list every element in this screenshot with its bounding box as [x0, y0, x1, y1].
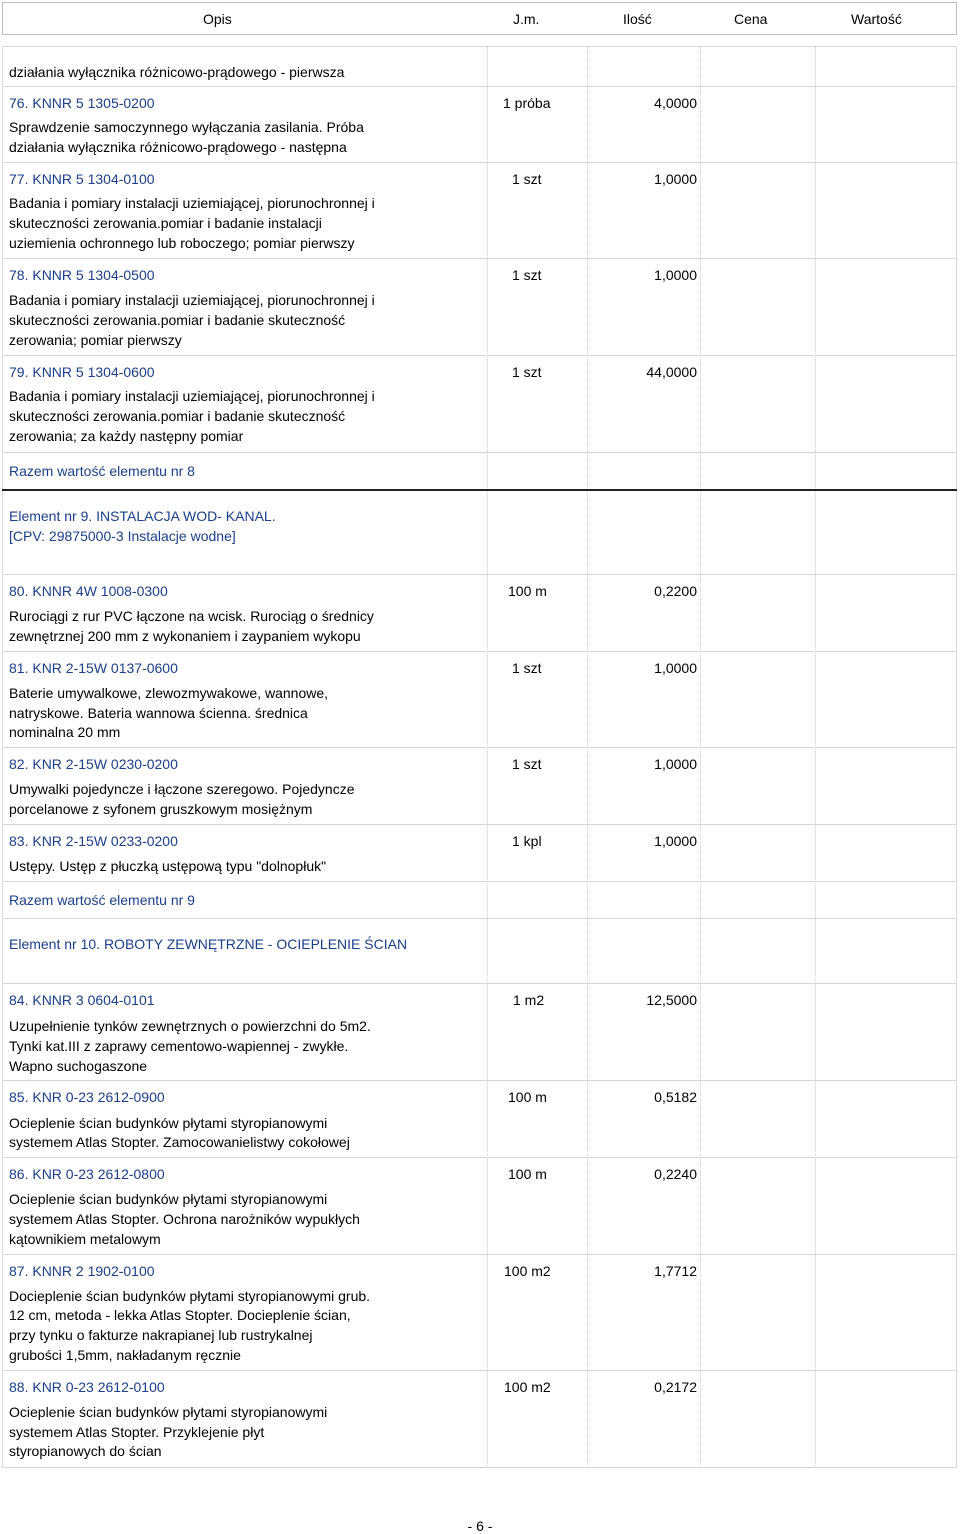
position-quantity: 1,7712: [654, 1263, 697, 1279]
position-quantity: 1,0000: [654, 171, 697, 187]
position-quantity: 0,2172: [654, 1379, 697, 1395]
position-quantity: 0,2200: [654, 583, 697, 599]
description-line: Ocieplenie ścian budynków płytami styropianowymi: [9, 1191, 328, 1207]
position-code: 88. KNR 0-23 2612-0100: [9, 1379, 165, 1395]
description-line: nominalna 20 mm: [9, 724, 121, 740]
description-line: porcelanowe z syfonem gruszkowym mosiężnym: [9, 801, 313, 817]
row-divider: [2, 747, 957, 748]
position-unit: 1 szt: [512, 171, 542, 187]
row-divider: [2, 1080, 957, 1081]
description-line: Uzupełnienie tynków zewnętrznych o powierzchni do 5m2.: [9, 1018, 371, 1034]
row-divider: [2, 824, 957, 825]
header-opis: Opis: [203, 11, 232, 27]
description-line: działania wyłącznika różnicowo-prądowego - pierwsza: [9, 64, 345, 80]
description-line: Badania i pomiary instalacji uziemiającej, piorunochronnej i: [9, 195, 375, 211]
position-quantity: 1,0000: [654, 833, 697, 849]
description-line: działania wyłącznika różnicowo-prądowego - następna: [9, 139, 347, 155]
header-jm: J.m.: [513, 11, 540, 27]
position-code: 76. KNNR 5 1305-0200: [9, 95, 155, 111]
description-line: Ocieplenie ścian budynków płytami styropianowymi: [9, 1115, 328, 1131]
position-unit: 1 szt: [512, 660, 542, 676]
row-divider: [2, 162, 957, 163]
position-quantity: 0,2240: [654, 1166, 697, 1182]
description-line: uziemienia ochronnego lub roboczego; pomiar pierwszy: [9, 235, 355, 251]
position-code: 79. KNNR 5 1304-0600: [9, 364, 155, 380]
description-line: 12 cm, metoda - lekka Atlas Stopter. Docieplenie ścian,: [9, 1307, 351, 1323]
description-line: Docieplenie ścian budynków płytami styropianowymi grub.: [9, 1288, 371, 1304]
position-unit: 100 m2: [504, 1379, 551, 1395]
position-unit: 1 próba: [503, 95, 551, 111]
description-line: natryskowe. Bateria wannowa ścienna. średnica: [9, 705, 308, 721]
description-line: Badania i pomiary instalacji uziemiającej, piorunochronnej i: [9, 292, 375, 308]
row-divider: [2, 452, 957, 453]
description-line: Rurociągi z rur PVC łączone na wcisk. Rurociąg o średnicy: [9, 608, 374, 624]
position-code: 83. KNR 2-15W 0233-0200: [9, 833, 178, 849]
position-quantity: 44,0000: [646, 364, 697, 380]
position-unit: 1 szt: [512, 364, 542, 380]
row-divider: [2, 881, 957, 882]
description-line: skuteczności zerowania.pomiar i badanie instalacji: [9, 215, 322, 231]
description-line: Wapno suchogaszone: [9, 1058, 148, 1074]
position-unit: 100 m: [508, 1089, 547, 1105]
row-divider: [2, 86, 957, 87]
table-header: [2, 2, 957, 35]
description-line: grubości 1,5mm, nakładanym ręcznie: [9, 1347, 241, 1363]
row-divider: [2, 46, 957, 47]
position-unit: 100 m: [508, 1166, 547, 1182]
position-quantity: 1,0000: [654, 267, 697, 283]
row-divider: [2, 1370, 957, 1371]
row-divider: [2, 355, 957, 356]
row-divider: [2, 258, 957, 259]
description-line: Badania i pomiary instalacji uziemiającej, piorunochronnej i: [9, 388, 375, 404]
position-quantity: 12,5000: [646, 992, 697, 1008]
position-quantity: 0,5182: [654, 1089, 697, 1105]
description-line: skuteczności zerowania.pomiar i badanie skuteczność: [9, 408, 346, 424]
description-line: systemem Atlas Stopter. Zamocowanielistwy cokołowej: [9, 1134, 350, 1150]
description-line: kątownikiem metalowym: [9, 1231, 161, 1247]
element-total-label: Razem wartość elementu nr 9: [9, 892, 195, 908]
row-divider: [2, 1254, 957, 1255]
description-line: Umywalki pojedyncze i łączone szeregowo. Pojedyncze: [9, 781, 355, 797]
description-line: Sprawdzenie samoczynnego wyłączania zasilania. Próba: [9, 119, 364, 135]
description-line: Baterie umywalkowe, zlewozmywakowe, wannowe,: [9, 685, 329, 701]
position-code: 80. KNNR 4W 1008-0300: [9, 583, 168, 599]
header-ilosc: Ilość: [623, 11, 652, 27]
row-divider: [2, 918, 957, 919]
position-unit: 100 m2: [504, 1263, 551, 1279]
description-line: systemem Atlas Stopter. Ochrona narożników wypukłych: [9, 1211, 360, 1227]
row-divider: [2, 651, 957, 652]
position-quantity: 1,0000: [654, 756, 697, 772]
position-code: 78. KNNR 5 1304-0500: [9, 267, 155, 283]
position-unit: 1 kpl: [512, 833, 542, 849]
page-number: - 6 -: [467, 1518, 493, 1534]
description-line: Ustępy. Ustęp z płuczką ustępową typu "dolnopłuk": [9, 858, 327, 874]
position-unit: 100 m: [508, 583, 547, 599]
description-line: Ocieplenie ścian budynków płytami styropianowymi: [9, 1404, 328, 1420]
description-line: zewnętrznej 200 mm z wykonaniem i zaypaniem wykopu: [9, 628, 361, 644]
position-unit: 1 szt: [512, 756, 542, 772]
description-line: Tynki kat.III z zaprawy cementowo-wapiennej - zwykłe.: [9, 1038, 349, 1054]
position-code: 77. KNNR 5 1304-0100: [9, 171, 155, 187]
header-cena: Cena: [734, 11, 768, 27]
position-code: 86. KNR 0-23 2612-0800: [9, 1166, 165, 1182]
position-code: 87. KNNR 2 1902-0100: [9, 1263, 155, 1279]
description-line: zerowania; za każdy następny pomiar: [9, 428, 244, 444]
description-line: systemem Atlas Stopter. Przyklejenie płyt: [9, 1424, 265, 1440]
element-total-label: Razem wartość elementu nr 8: [9, 463, 195, 479]
position-code: 85. KNR 0-23 2612-0900: [9, 1089, 165, 1105]
row-divider: [2, 983, 957, 984]
position-quantity: 4,0000: [654, 95, 697, 111]
description-line: styropianowych do ścian: [9, 1443, 162, 1459]
row-divider: [2, 1467, 957, 1468]
position-code: 81. KNR 2-15W 0137-0600: [9, 660, 178, 676]
description-line: przy tynku o fakturze nakrapianej lub rustrykalnej: [9, 1327, 313, 1343]
element-heading-cpv: [CPV: 29875000-3 Instalacje wodne]: [9, 528, 236, 544]
description-line: skuteczności zerowania.pomiar i badanie skuteczność: [9, 312, 346, 328]
position-code: 82. KNR 2-15W 0230-0200: [9, 756, 178, 772]
position-unit: 1 szt: [512, 267, 542, 283]
element-separator: [2, 489, 957, 491]
position-quantity: 1,0000: [654, 660, 697, 676]
row-divider: [2, 1157, 957, 1158]
position-code: 84. KNNR 3 0604-0101: [9, 992, 155, 1008]
description-line: zerowania; pomiar pierwszy: [9, 332, 182, 348]
element-heading: Element nr 9. INSTALACJA WOD- KANAL.: [9, 508, 276, 524]
header-wartosc: Wartość: [851, 11, 902, 27]
row-divider: [2, 574, 957, 575]
element-heading: Element nr 10. ROBOTY ZEWNĘTRZNE - OCIEPLENIE ŚCIAN: [9, 936, 408, 952]
position-unit: 1 m2: [513, 992, 545, 1008]
